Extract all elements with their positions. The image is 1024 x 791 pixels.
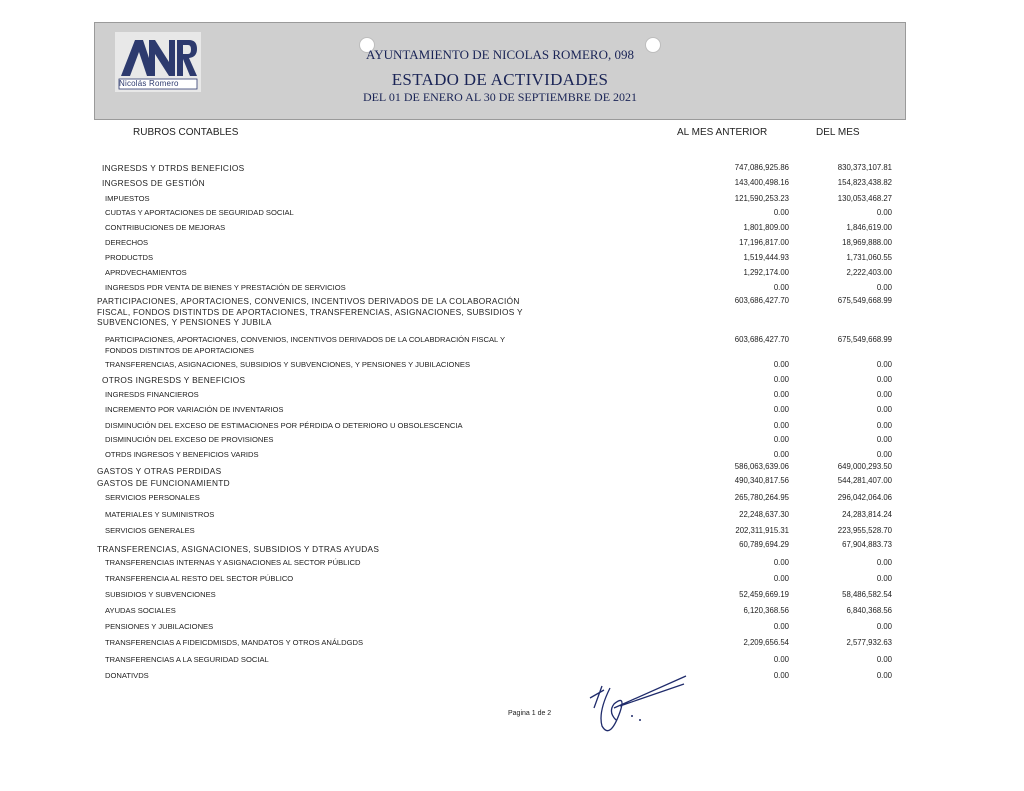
row-label: TRANSFERENCIA AL RESTO DEL SECTOR PÚBLICO (105, 574, 294, 583)
report-period: DEL 01 DE ENERO AL 30 DE SEPTIEMBRE DE 2021 (362, 90, 638, 104)
row-label: INCREMENTO POR VARIACIÓN DE INVENTARIOS (105, 405, 284, 414)
value-mes: 67,904,883.73 (842, 540, 892, 549)
row-label: MATERIALES Y SUMINISTROS (105, 510, 215, 519)
value-mes: 1,846,619.00 (846, 223, 892, 232)
value-mes: 1,731,060.55 (846, 253, 892, 262)
value-anterior: 2,209,656.54 (743, 638, 789, 647)
value-anterior: 0.00 (773, 655, 789, 664)
value-anterior: 603,686,427.70 (734, 335, 789, 344)
row-label: PRODUCTDS (105, 253, 154, 262)
row-label: INGRESDS PDR VENTA DE BIENES Y PRESTACIÓN DE SERVICIOS (105, 283, 346, 292)
value-anterior: 202,311,915.31 (735, 526, 789, 535)
value-anterior: 0.00 (773, 558, 789, 567)
row-label: TRANSFERENCIAS, ASIGNACIONES, SUBSIDIOS Y DTRAS AYUDAS (97, 544, 380, 554)
value-anterior: 0.00 (773, 208, 789, 217)
report-title: ESTADO DE ACTIVIDADES (391, 70, 609, 89)
row-label: GASTOS DE FUNCIONAMIENTD (97, 478, 230, 488)
row-label: DISMINUCIÓN DEL EXCESO DE PROVISIONES (105, 435, 274, 444)
value-anterior: 0.00 (773, 450, 789, 459)
value-mes: 675,549,668.99 (837, 296, 892, 305)
row-label: PARTICIPACIONES, APORTACIONES, CONVENICS, INCENTIVOS DERIVADOS DE LA COLABORACIÓN FISCAL, FONDOS DISTINTDS DE APORTACIONES, TRANSFERENCIAS, ASIGNACIONES, SUBSIDIOS Y SUBVENCIONES, Y PENSIONES Y JUBILA (97, 296, 523, 327)
signature (580, 668, 690, 748)
row-label: TRANSFERENCIAS A FIDEICDMISDS, MANDATOS Y OTROS ANÁLDGDS (105, 638, 364, 647)
row-label: OTRDS INGRESOS Y BENEFICIOS VARIDS (105, 450, 259, 459)
row-label: INGRESDS Y DTRDS BENEFICIOS (102, 163, 245, 173)
row-label: SERVICIOS GENERALES (105, 526, 195, 535)
row-label: SUBSIDIOS Y SUBVENCIONES (105, 590, 216, 599)
row-label: TRANSFERENCIAS A LA SEGURIDAD SOCIAL (105, 655, 269, 664)
value-anterior: 121,590,253.23 (734, 194, 789, 203)
page-number: Pagina 1 de 2 (508, 710, 552, 717)
document-header (94, 22, 906, 120)
row-label: TRANSFERENCIAS INTERNAS Y ASIGNACIONES AL SECTOR PÚBLICD (105, 558, 361, 567)
value-anterior: 0.00 (773, 421, 789, 430)
value-anterior: 1,519,444.93 (743, 253, 789, 262)
row-label: DONATIVDS (105, 671, 149, 680)
value-mes: 24,283,814.24 (842, 510, 892, 519)
row-label: INGRESDS FINANCIEROS (105, 390, 199, 399)
value-anterior: 0.00 (773, 405, 789, 414)
value-anterior: 60,789,694.29 (739, 540, 789, 549)
value-mes: 0.00 (876, 558, 892, 567)
value-mes: 0.00 (876, 450, 892, 459)
value-anterior: 17,196,817.00 (739, 238, 789, 247)
value-mes: 2,222,403.00 (846, 268, 892, 277)
value-mes: 0.00 (876, 208, 892, 217)
value-mes: 0.00 (876, 671, 892, 680)
value-anterior: 0.00 (773, 283, 789, 292)
value-mes: 830,373,107.81 (837, 163, 892, 172)
row-label: CUDTAS Y APORTACIONES DE SEGURIDAD SOCIAL (105, 208, 294, 217)
value-anterior: 0.00 (773, 622, 789, 631)
row-label: IMPUESTOS (105, 194, 150, 203)
row-label: PENSIONES Y JUBILACIONES (105, 622, 214, 631)
value-anterior: 0.00 (773, 671, 789, 680)
row-label: GASTOS Y OTRAS PERDIDAS (97, 466, 222, 476)
row-label: PARTICIPACIONES, APORTACIONES, CONVENIOS, INCENTIVOS DERIVADOS DE LA COLABDRACIÓN FISCAL Y FONDOS DISTINTOS DE APORTACIONES (105, 335, 505, 355)
column-header-mes: DEL MES (816, 127, 860, 138)
value-anterior: 1,801,809.00 (743, 223, 789, 232)
value-mes: 544,281,407.00 (837, 476, 892, 485)
column-header-rubros: RUBROS CONTABLES (133, 127, 239, 138)
value-mes: 0.00 (876, 283, 892, 292)
value-anterior: 265,780,264.95 (734, 493, 789, 502)
value-mes: 0.00 (876, 390, 892, 399)
value-mes: 296,042,064.06 (837, 493, 892, 502)
row-label: OTROS INGRESDS Y BENEFICIOS (102, 375, 246, 385)
row-label: DERECHOS (105, 238, 149, 247)
value-mes: 0.00 (876, 421, 892, 430)
value-mes: 130,053,468.27 (837, 194, 892, 203)
value-anterior: 0.00 (773, 574, 789, 583)
value-mes: 0.00 (876, 574, 892, 583)
value-anterior: 0.00 (773, 390, 789, 399)
value-anterior: 0.00 (773, 375, 789, 384)
value-mes: 675,549,668.99 (837, 335, 892, 344)
value-mes: 0.00 (876, 435, 892, 444)
row-label: INGRESOS DE GESTIÓN (102, 178, 205, 188)
value-anterior: 586,063,639.06 (734, 462, 789, 471)
logo-text: Nicolás Romero (119, 79, 179, 88)
value-anterior: 0.00 (773, 360, 789, 369)
value-mes: 0.00 (876, 655, 892, 664)
value-mes: 0.00 (876, 622, 892, 631)
value-mes: 649,000,293.50 (837, 462, 892, 471)
value-anterior: 490,340,817.56 (734, 476, 789, 485)
value-mes: 6,840,368.56 (846, 606, 892, 615)
row-label: APRDVECHAMIENTOS (105, 268, 187, 277)
row-label: CONTRIBUCIONES DE MEJORAS (105, 223, 226, 232)
value-mes: 18,969,888.00 (842, 238, 892, 247)
value-mes: 0.00 (876, 375, 892, 384)
row-label: DISMINUCIÓN DEL EXCESO DE ESTIMACIONES POR PÉRDIDA O DETERIORO U OBSOLESCENCIA (105, 421, 463, 430)
value-anterior: 603,686,427.70 (734, 296, 789, 305)
value-anterior: 0.00 (773, 435, 789, 444)
value-anterior: 143,400,498.16 (734, 178, 789, 187)
value-mes: 223,955,528.70 (837, 526, 892, 535)
row-label: TRANSFERENCIAS, ASIGNACIONES, SUBSIDIOS Y SUBVENCIONES, Y PENSIONES Y JUBILACIONES (105, 360, 471, 369)
entity-name: AYUNTAMIENTO DE NICOLAS ROMERO, 098 (366, 47, 634, 62)
value-anterior: 747,086,925.86 (734, 163, 789, 172)
column-header-anterior: AL MES ANTERIOR (677, 127, 768, 138)
value-anterior: 52,459,669.19 (739, 590, 789, 599)
row-label: AYUDAS SOCIALES (105, 606, 176, 615)
value-mes: 0.00 (876, 360, 892, 369)
value-anterior: 22,248,637.30 (739, 510, 789, 519)
value-anterior: 6,120,368.56 (743, 606, 789, 615)
row-label: SERVICIOS PERSONALES (105, 493, 200, 502)
value-anterior: 1,292,174.00 (743, 268, 789, 277)
value-mes: 0.00 (876, 405, 892, 414)
value-mes: 154,823,438.82 (837, 178, 892, 187)
value-mes: 58,486,582.54 (842, 590, 892, 599)
value-mes: 2,577,932.63 (846, 638, 892, 647)
